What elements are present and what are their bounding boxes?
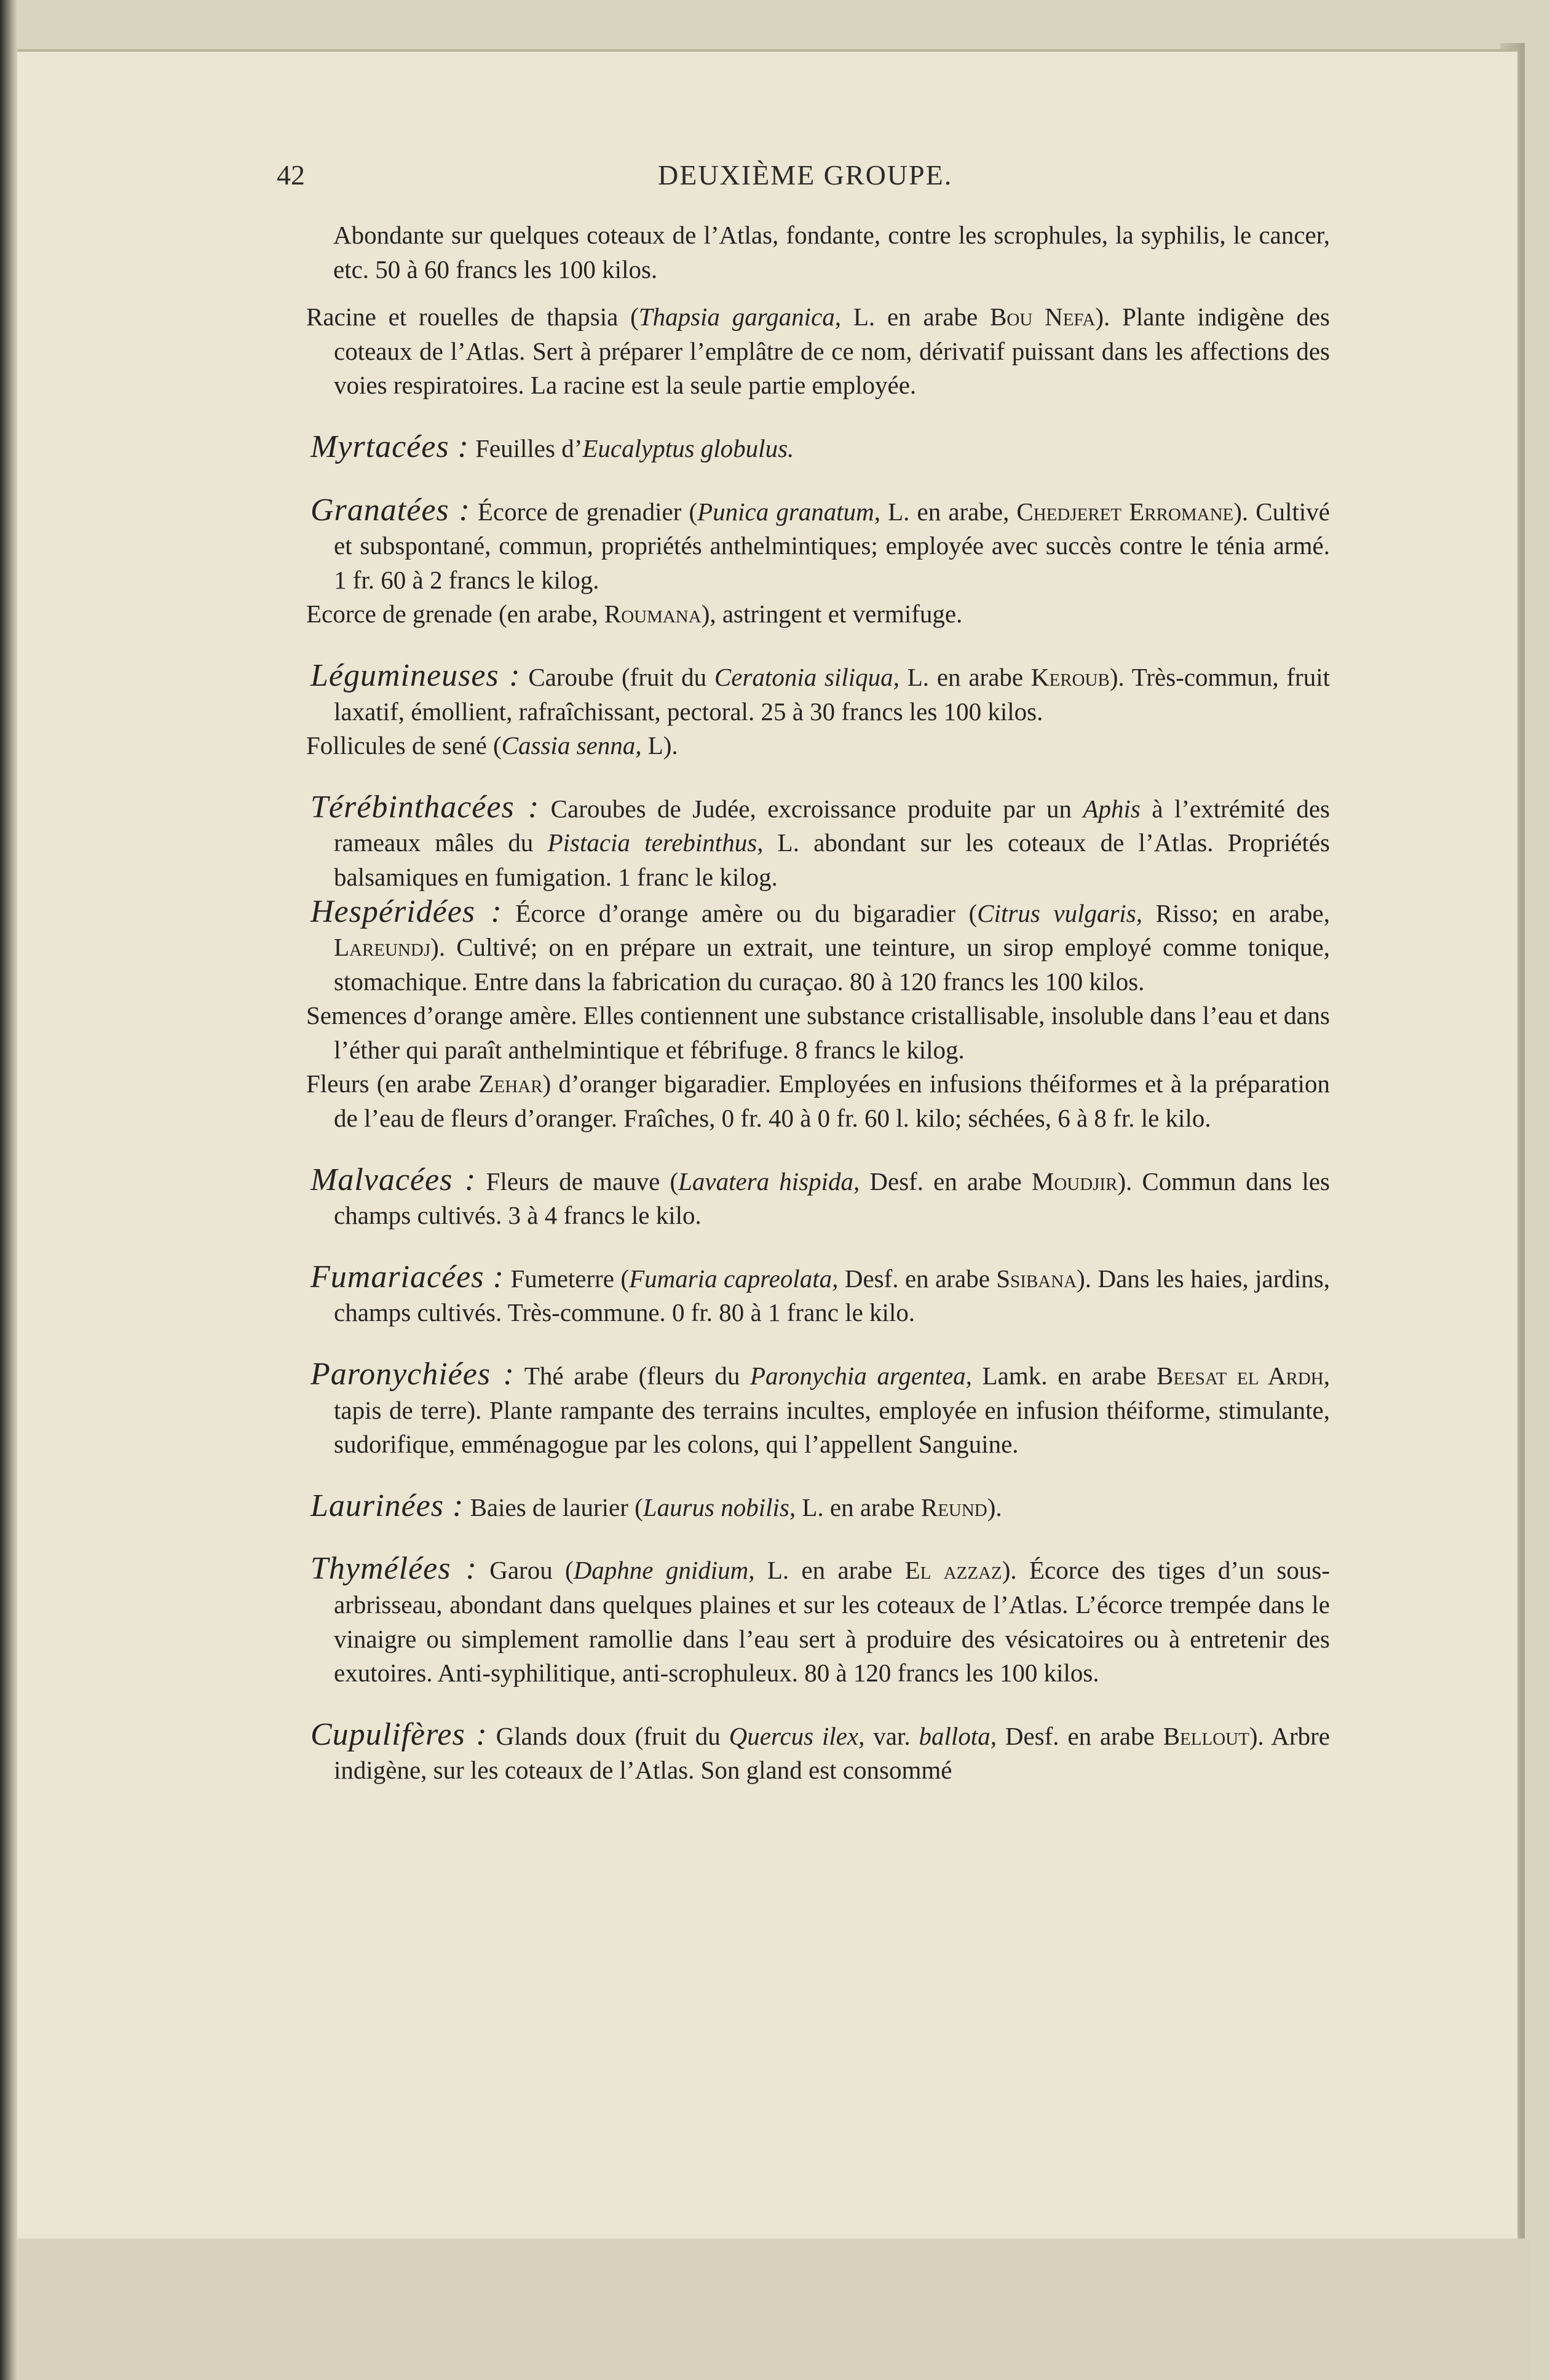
entry-fumariacees: Fumariacées : Fumeterre (Fumaria capreolata, Desf. en arabe Ssibana). Dans les haies, jardins, champs cultivés. Très-commune. 0 fr. 80 à 1 franc le kilo. (310, 1259, 1330, 1327)
page-number: 42 (277, 159, 305, 191)
family-heading: Granatées : (310, 492, 470, 528)
entry-semences: Semences d’orange amère. Elles contiennent une substance cristallisable, insoluble dans l’eau et dans l’éther qui paraît anthelmintique et fébrifuge. 8 francs le kilog. (306, 1001, 1330, 1064)
latin-name: Fumaria capreolata, (629, 1264, 839, 1293)
arabic-name: Zehar (478, 1069, 543, 1098)
page-header (277, 159, 1322, 208)
entry-malvacees: Malvacées : Fleurs de mauve (Lavatera hispida, Desf. en arabe Moudjir). Commun dans les champs cultivés. 3 à 4 francs le kilo. (310, 1162, 1331, 1230)
family-heading: Térébinthacées : (310, 789, 540, 825)
family-heading: Paronychiées : (310, 1357, 515, 1392)
entry-legumineuses: Légumineuses : Caroube (fruit du Ceratonia siliqua, L. en arabe Keroub). Très-commun, fruit laxatif, émollient, rafraîchissant, pectoral. 25 à 30 francs les 100 kilos. (310, 657, 1330, 726)
arabic-name: Bellout (1163, 1721, 1249, 1750)
latin-name: Citrus vulgaris, (977, 898, 1143, 927)
latin-name: Eucalyptus globulus. (582, 434, 794, 462)
arabic-name: El azzaz (904, 1556, 1002, 1585)
page-bottom-margin (17, 2239, 1530, 2380)
latin-name: Paronychia argentea, (750, 1362, 972, 1390)
family-heading: Laurinées : (310, 1488, 464, 1523)
family-heading: Légumineuses : (310, 657, 521, 693)
latin-name: Punica granatum (697, 497, 874, 526)
latin-name: Ceratonia siliqua, (714, 662, 900, 691)
latin-name: Thapsia garganica, (638, 303, 842, 331)
latin-name: Pistacia terebinthus, (547, 828, 764, 857)
arabic-name: Reund (920, 1493, 987, 1521)
entry-follicules: Follicules de sené (Cassia senna, L). (306, 731, 678, 760)
arabic-name: Ssibana (996, 1264, 1077, 1293)
entry-paronychiees: Paronychiées : Thé arabe (fleurs du Paronychia argentea, Lamk. en arabe Beesat el Ardh, tapis de terre). Plante rampante des terrains incultes, employée en infusion théiforme, stimulante, sudorifique, emménagogue par les colons, qui l’appellent Sanguine. (310, 1357, 1330, 1459)
entry-laurinees: Laurinées : Baies de laurier (Laurus nobilis, L. en arabe Reund). (310, 1488, 1002, 1523)
arabic-name: Bou Nefa (990, 303, 1096, 331)
running-head: DEUXIÈME GROUPE. (658, 159, 953, 191)
entry-hesperidees: Hespéridées : Écorce d’orange amère ou du bigaradier (Citrus vulgaris, Risso; en arabe, Lareundj). Cultivé; on en prépare un extrait, une teinture, un sirop employé comme tonique, stomachique. Entre dans la fabrication du curaçao. 80 à 120 francs les 100 kilos. (310, 894, 1331, 996)
page-text (306, 218, 1330, 1788)
arabic-name: Keroub (1030, 662, 1110, 691)
arabic-name: Beesat el Ardh (1157, 1362, 1324, 1390)
entry-myrtacees: Myrtacées : Feuilles d’Eucalyptus globulus. (310, 429, 794, 464)
entry-continuation: Abondante sur quelques coteaux de l’Atlas, fondante, contre les scrophules, la syphilis, le cancer, etc. 50 à 60 francs les 100 kilos. (333, 221, 1330, 284)
latin-name: Quercus ilex, (729, 1721, 865, 1750)
latin-name: ballota, (919, 1721, 997, 1750)
family-heading: Malvacées : (310, 1162, 476, 1197)
entry-cupuliferes: Cupulifères : Glands doux (fruit du Quercus ilex, var. ballota, Desf. en arabe Bellout). Arbre indigène, sur les coteaux de l’Atlas. Son gland est consommé (310, 1716, 1330, 1785)
latin-name: Laurus nobilis, (643, 1493, 796, 1521)
arabic-name: Chedjeret Erromane (1016, 497, 1234, 526)
latin-name: Cassia senna, (501, 731, 642, 760)
arabic-name: Moudjir (1031, 1167, 1118, 1196)
family-heading: Thymélées : (310, 1551, 477, 1587)
entry-thapsia: Racine et rouelles de thapsia (Thapsia garganica, L. en arabe Bou Nefa). Plante indigène des coteaux de l’Atlas. Sert à préparer l’emplâtre de ce nom, dérivatif puissant dans les affections des voies respiratoires. La racine est la seule partie employée. (306, 303, 1331, 400)
family-heading: Hespéridées : (310, 894, 502, 929)
entry-thymelees: Thymélées : Garou (Daphne gnidium, L. en arabe El azzaz). Écorce des tiges d’un sous-arbrisseau, abondant dans quelques plaines et sur les coteaux de l’Atlas. L’écorce trempée dans le vinaigre ou simplement ramollie dans l’eau sert à produire des vésicatoires ou à entretenir des exutoires. Anti-syphilitique, anti-scrophuleux. 80 à 120 francs les 100 kilos. (310, 1551, 1330, 1688)
entry-terebinthacees: Térébinthacées : Caroubes de Judée, excroissance produite par un Aphis à l’extrémité des rameaux mâles du Pistacia terebinthus, L. abondant sur les coteaux de l’Atlas. Propriétés balsamiques en fumigation. 1 franc le kilog. (310, 789, 1330, 891)
entry-fleurs: Fleurs (en arabe Zehar) d’oranger bigaradier. Employées en infusions théiformes et à la préparation de l’eau de fleurs d’oranger. Fraîches, 0 fr. 40 à 0 fr. 60 l. kilo; séchées, 6 à 8 fr. le kilo. (306, 1069, 1330, 1133)
latin-name: Lavatera hispida, (678, 1167, 860, 1196)
latin-name: Daphne gnidium, (573, 1556, 755, 1585)
family-heading: Cupulifères : (310, 1716, 488, 1752)
book-spine-edge (0, 0, 17, 2380)
arabic-name: Roumana (604, 600, 702, 629)
arabic-name: Lareundj (334, 933, 431, 962)
entry-grenade: Ecorce de grenade (en arabe, Roumana), astringent et vermifuge. (306, 600, 963, 629)
latin-name: Aphis (1083, 794, 1141, 823)
family-heading: Myrtacées : (310, 429, 469, 464)
family-heading: Fumariacées : (310, 1259, 505, 1295)
entry-granatees: Granatées : Écorce de grenadier (Punica granatum, L. en arabe, Chedjeret Erromane). Cultivé et subspontané, commun, propriétés anthelmintiques; employée avec succès contre le ténia armé. 1 fr. 60 à 2 francs le kilog. (310, 492, 1330, 594)
